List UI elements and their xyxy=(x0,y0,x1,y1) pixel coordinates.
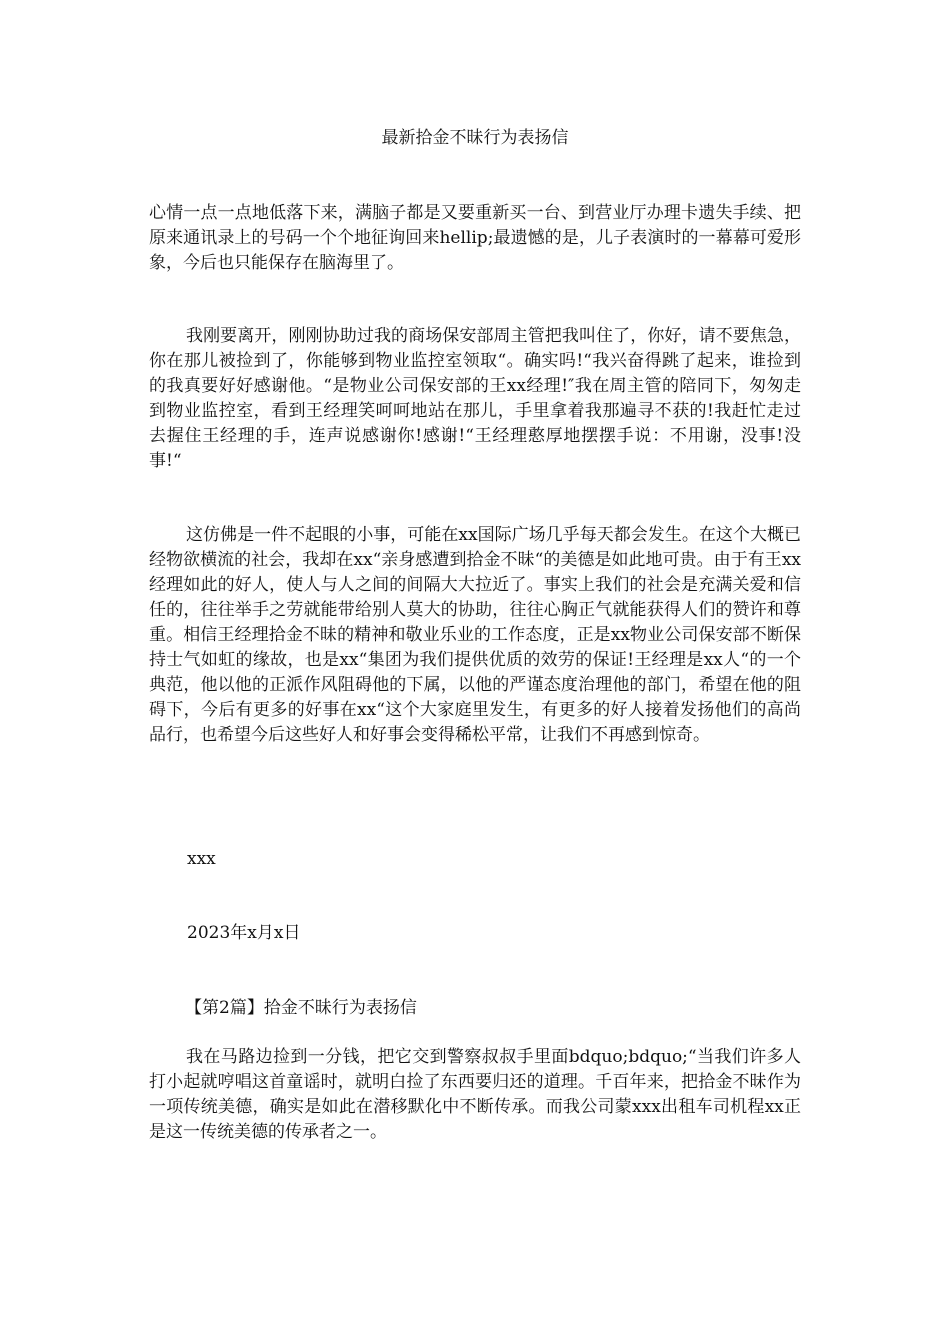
date-line: 2023年x月x日 xyxy=(187,923,301,943)
section-2-paragraph: 我在马路边捡到一分钱，把它交到警察叔叔手里面bdquo;bdquo;“当我们许多人打小起就哼唱这首童谣时，就明白捡了东西要归还的道理。千百年来，把拾金不昧作为一项传统美德，确实是如此在潜移默化中不断传承。而我公司蒙xxx出租车司机程xx正是这一传统美德的传承者之一。 xyxy=(149,1047,801,1142)
paragraph-1: 心情一点一点地低落下来，满脑子都是又要重新买一台、到营业厅办理卡遗失手续、把原来通讯录上的号码一个个地征询回来hellip;最遗憾的是，儿子表演时的一幕幕可爱形象，今后也只能保存在脑海里了。 xyxy=(149,203,801,273)
paragraph-2: 我刚要离开，刚刚协助过我的商场保安部周主管把我叫住了，你好，请不要焦急，你在那儿被捡到了，你能够到物业监控室领取“。确实吗!“我兴奋得跳了起来，谁捡到的我真要好好感谢他。“是物业公司保安部的王xx经理!″我在周主管的陪同下，匆匆走到物业监控室，看到王经理笑呵呵地站在那儿，手里拿着我那遍寻不获的!我赶忙走过去握住王经理的手，连声说感谢你!感谢!“王经理憨厚地摆摆手说：不用谢，没事!没事!“ xyxy=(149,326,801,471)
section-2-heading: 【第2篇】拾金不昧行为表扬信 xyxy=(185,998,417,1018)
document-title: 最新拾金不昧行为表扬信 xyxy=(381,128,569,148)
signature: xxx xyxy=(187,849,216,869)
paragraph-3: 这仿佛是一件不起眼的小事，可能在xx国际广场几乎每天都会发生。在这个大概已经物欲横流的社会，我却在xx“亲身感遭到拾金不昧“的美德是如此地可贵。由于有王xx经理如此的好人，使人与人之间的间隔大大拉近了。事实上我们的社会是充满关爱和信任的，往往举手之劳就能带给别人莫大的协助，往往心胸正气就能获得人们的赞许和尊重。相信王经理拾金不昧的精神和敬业乐业的工作态度，正是xx物业公司保安部不断保持士气如虹的缘故，也是xx“集团为我们提供优质的效劳的保证!王经理是xx人“的一个典范，他以他的正派作风阻碍他的下属，以他的严谨态度治理他的部门，希望在他的阻碍下，今后有更多的好事在xx“这个大家庭里发生，有更多的好人接着发扬他们的高尚品行，也希望今后这些好人和好事会变得稀松平常，让我们不再感到惊奇。 xyxy=(149,525,801,745)
